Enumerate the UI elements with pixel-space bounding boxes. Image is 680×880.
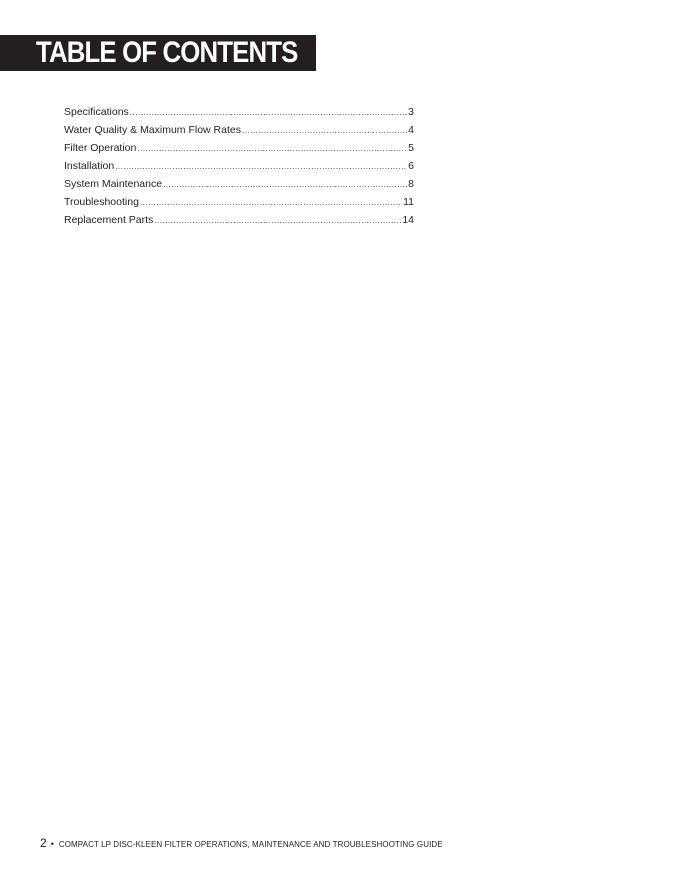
table-of-contents xyxy=(64,103,414,229)
toc-entry-title: Filter Operation xyxy=(64,142,137,154)
toc-entry-page: 3 xyxy=(408,106,414,118)
toc-entry-title: System Maintenance xyxy=(64,178,163,190)
toc-entry-replacement-parts[interactable] xyxy=(64,211,414,229)
toc-entry-installation[interactable] xyxy=(64,157,414,175)
toc-entry-title: Specifications xyxy=(64,106,129,118)
toc-dot-leader xyxy=(242,122,407,140)
toc-entry-page: 14 xyxy=(402,214,414,226)
page-footer xyxy=(40,836,443,852)
footer-document-title: COMPACT LP DISC-KLEEN FILTER OPERATIONS, MAINTENANCE AND TROUBLESHOOTING GUIDE xyxy=(58,840,443,849)
toc-dot-leader xyxy=(130,104,407,122)
toc-dot-leader xyxy=(154,212,401,230)
toc-entry-water-quality[interactable] xyxy=(64,121,414,139)
title-banner xyxy=(0,35,316,71)
toc-entry-page: 4 xyxy=(408,124,414,136)
toc-dot-leader xyxy=(115,158,407,176)
toc-entry-troubleshooting[interactable] xyxy=(64,193,414,211)
page-title: TABLE OF CONTENTS xyxy=(36,36,298,69)
toc-entry-title: Troubleshooting xyxy=(64,196,139,208)
footer-page-number: 2 xyxy=(40,836,47,850)
toc-entry-page: 6 xyxy=(408,160,414,172)
toc-entry-page: 11 xyxy=(403,196,414,208)
toc-entry-title: Installation xyxy=(64,160,115,172)
toc-entry-page: 8 xyxy=(408,178,414,190)
toc-dot-leader xyxy=(163,176,407,194)
toc-entry-page: 5 xyxy=(408,142,414,154)
toc-entry-system-maintenance[interactable] xyxy=(64,175,414,193)
toc-dot-leader xyxy=(137,140,407,158)
toc-dot-leader xyxy=(140,194,402,212)
toc-entry-title: Replacement Parts xyxy=(64,214,154,226)
footer-bullet: • xyxy=(50,839,54,849)
toc-entry-filter-operation[interactable] xyxy=(64,139,414,157)
toc-entry-specifications[interactable] xyxy=(64,103,414,121)
toc-entry-title: Water Quality & Maximum Flow Rates xyxy=(64,124,241,136)
